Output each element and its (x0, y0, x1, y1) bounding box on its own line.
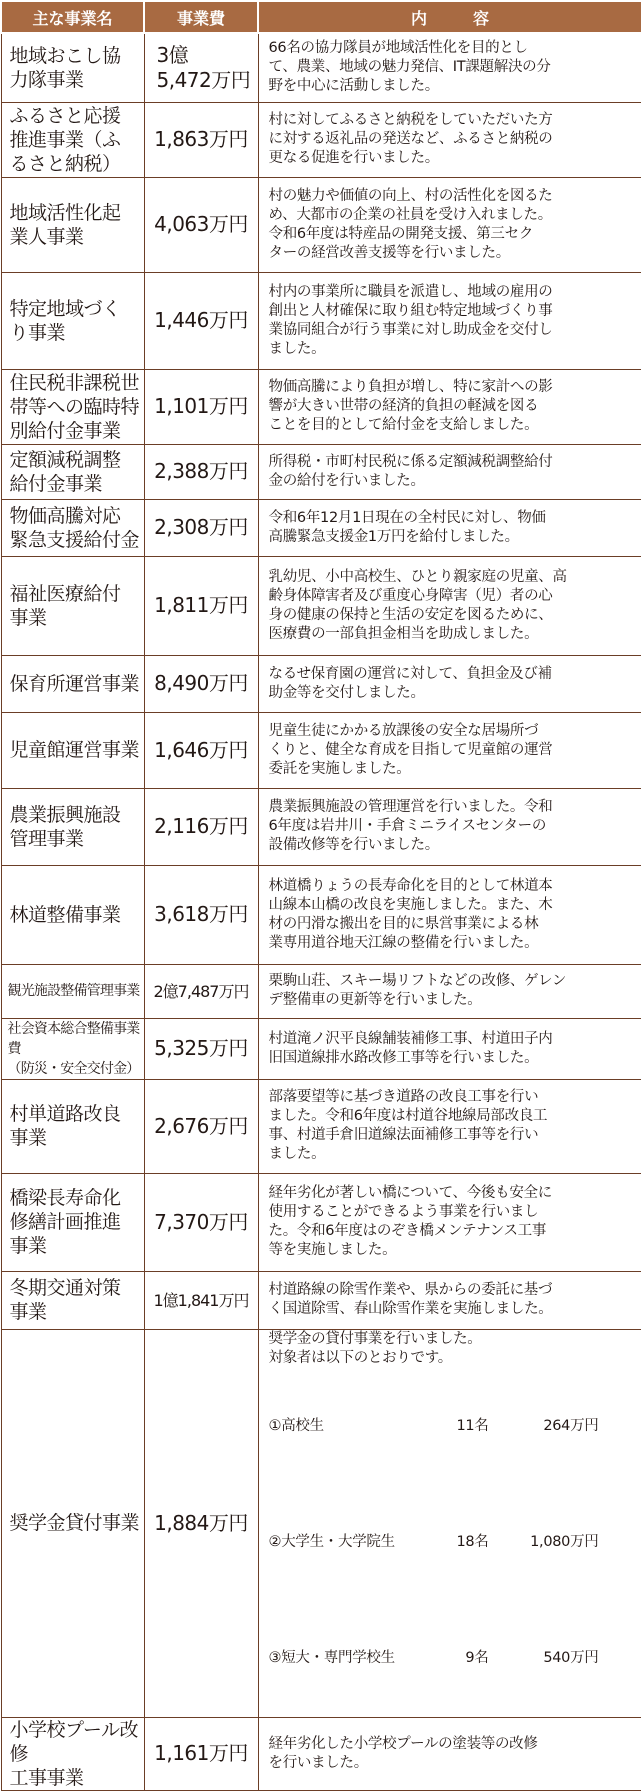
project-cost (144, 655, 258, 712)
header-content-char2: 容 (473, 8, 490, 28)
header-row (1, 1, 641, 33)
table-row (1, 1717, 641, 1790)
project-description (258, 865, 641, 964)
text-line: 1億1,841万円 (153, 1290, 249, 1310)
text-line: ターの経営改善支援等を行いました。 (268, 244, 510, 261)
scholarship-breakdown (269, 1369, 599, 1717)
scholarship-amount: 264万円 (543, 1418, 599, 1434)
text-line: 野を中心に活動しました。 (268, 78, 439, 95)
text-line: 業専用道谷地天江線の整備を行いました。 (268, 934, 539, 951)
text-line: 冬期交通対策 (9, 1277, 121, 1299)
text-line: デ整備車の更新等を行いました。 (268, 992, 482, 1008)
project-description (258, 102, 641, 177)
text-line: 力隊事業 (9, 68, 84, 91)
text-line: 1,101万円 (154, 394, 248, 418)
text-line: 事、村道手倉旧道線法面補修工事等を行い (268, 1127, 539, 1143)
project-cost (144, 369, 258, 444)
text-line: 林道整備事業 (9, 903, 121, 926)
text-line: 村道路線の除雪作業や、県からの委託に基づ (268, 1282, 553, 1298)
project-name (1, 788, 144, 865)
text-line: 金の給付を行いました。 (268, 472, 425, 489)
text-line: 令和6年12月1日現在の全村民に対し、物価 (268, 509, 546, 526)
project-cost (144, 712, 258, 788)
text-line: 創出と人材確保に取り組む特定地域づくり事 (268, 302, 553, 319)
text-line: 社会資本総合整備事業費 (7, 1020, 140, 1057)
scholarship-amount: 1,080万円 (530, 1534, 599, 1550)
text-line: 村に対してふるさと納税をしていただいた方 (268, 112, 553, 128)
scholarship-count: 11名 (456, 1418, 489, 1434)
table-row (1, 33, 641, 102)
text-line: ことを目的として給付金を支給しました。 (268, 417, 539, 433)
text-line: 村単道路改良 (9, 1103, 121, 1125)
table-row (1, 712, 641, 788)
text-line: 等を実施しました。 (268, 1242, 397, 1258)
text-line: 経年劣化した小学校プールの塗装等の改修 (268, 1735, 538, 1752)
text-line: ました。 (268, 340, 326, 357)
text-line: 1,646万円 (154, 737, 248, 762)
text-line: 8,490万円 (154, 671, 248, 695)
table-row (1, 369, 641, 444)
text-line: 福祉医療給付 (9, 582, 121, 605)
text-line: 響が大きい世帯の経済的負担の軽減を図る (268, 398, 539, 414)
text-line: 業人事業 (9, 225, 84, 248)
text-line: 給付金事業 (9, 472, 103, 495)
project-cost (144, 1018, 258, 1079)
text-line: 特定地域づく (9, 297, 121, 320)
project-name (1, 1173, 144, 1271)
scholarship-category: ③短大・専門学校生 (268, 1650, 395, 1666)
header-content-char1: 内 (410, 8, 427, 28)
project-cost (144, 556, 258, 655)
text-line: 奨学金貸付事業 (9, 1512, 140, 1534)
text-line: 部落要望等に基づき道路の改良工事を行い (268, 1089, 539, 1105)
project-description (258, 712, 641, 788)
text-line: 緊急支援給付金 (9, 528, 140, 551)
project-description (258, 1271, 641, 1329)
text-line: 66名の協力隊員が地域活性化を目的とし (268, 40, 528, 57)
text-line: 物価高騰対応 (9, 504, 121, 527)
text-line: り事業 (9, 321, 66, 344)
project-cost (144, 272, 258, 369)
text-line: 委託を実施しました。 (268, 760, 411, 777)
table-row (1, 788, 641, 865)
text-line: ました。 (268, 1146, 326, 1162)
header-cost: 事業費 (144, 1, 258, 33)
project-description (258, 1079, 641, 1173)
project-description (258, 1717, 641, 1790)
text-line: 事業 (9, 1127, 47, 1149)
scholarship-count: 9名 (465, 1650, 489, 1666)
text-line: 2,676万円 (154, 1113, 248, 1138)
text-line: 地域活性化起 (9, 201, 121, 224)
text-line: 奨学金の貸付事業を行いました。 (268, 1330, 482, 1347)
project-cost (144, 1717, 258, 1790)
project-cost (144, 499, 258, 556)
text-line: 村内の事業所に職員を派遣し、地域の雇用の (268, 283, 553, 300)
text-line: 工事事業 (9, 1766, 84, 1789)
text-line: 事業 (9, 1235, 47, 1257)
table-row (1, 556, 641, 655)
scholarship-count: 18名 (456, 1534, 489, 1550)
project-cost (144, 102, 258, 177)
text-line: 3,618万円 (154, 902, 248, 926)
project-cost (144, 177, 258, 272)
text-line: 助金等を交付しました。 (268, 684, 425, 701)
text-line: 対象者は以下のとおりです。 (268, 1349, 452, 1366)
text-line: め、大都市の企業の社員を受け入れました。 (268, 206, 552, 223)
text-line: 村の魅力や価値の向上、村の活性化を図るた (268, 187, 553, 204)
table-row (1, 272, 641, 369)
text-line: 1,884万円 (154, 1510, 248, 1535)
text-line: 齢身体障害者及び重度心身障害（児）者の心 (268, 587, 553, 604)
text-line: 定額減税調整 (9, 448, 121, 471)
project-cost (144, 865, 258, 964)
text-line: 橋梁長寿命化 (9, 1187, 121, 1209)
text-line: 村道滝ノ沢平良線舗装補修工事、村道田子内 (268, 1030, 553, 1047)
project-name (1, 712, 144, 788)
text-line: ました。令和6年度は村道谷地線局部改良工 (268, 1108, 548, 1124)
text-line: 観光施設整備管理事業 (7, 983, 140, 999)
table-row (1, 964, 641, 1018)
table-row (1, 102, 641, 177)
project-description (258, 1018, 641, 1079)
text-line: 物価高騰により負担が増し、特に家計への影 (268, 379, 553, 395)
text-line: 修繕計画推進 (9, 1211, 121, 1233)
text-line: た。令和6年度はのぞき橋メンテナンス工事 (268, 1223, 547, 1239)
project-name (1, 177, 144, 272)
table-row (1, 1329, 641, 1717)
text-line: 乳幼児、小中高校生、ひとり親家庭の児童、高 (268, 568, 567, 585)
table-row (1, 1018, 641, 1079)
text-line: く国道除雪、春山除雪作業を実施しました。 (268, 1301, 553, 1317)
header-name: 主な事業名 (1, 1, 144, 33)
text-line: 帯等への臨時特 (9, 395, 140, 418)
text-line: 1,811万円 (154, 593, 248, 617)
text-line: 山線本山橋の改良を実施しました。また、木 (268, 896, 553, 913)
project-name (1, 1329, 144, 1717)
text-line: 事業 (9, 1301, 47, 1323)
text-line: 更なる促進を行いました。 (268, 150, 439, 166)
text-line: 医療費の一部負担金相当を助成しました。 (268, 625, 539, 642)
text-line: 5,325万円 (154, 1036, 248, 1060)
text-line: 管理事業 (9, 827, 84, 850)
scholarship-category: ②大学生・大学院生 (268, 1534, 395, 1550)
text-line: 住民税非課税世 (9, 371, 140, 394)
project-description (258, 444, 641, 499)
text-line: 2億7,487万円 (153, 981, 249, 1001)
text-line: 1,446万円 (154, 308, 248, 332)
project-description (258, 964, 641, 1018)
project-description (258, 1173, 641, 1271)
text-line: 設備改修等を行いました。 (268, 837, 439, 853)
text-line: 保育所運営事業 (9, 672, 140, 695)
text-line: を行いました。 (268, 1754, 368, 1771)
text-line: て、農業、地域の魅力発信、IT課題解決の分 (268, 59, 551, 76)
project-description (258, 33, 641, 102)
project-description (258, 655, 641, 712)
text-line: 栗駒山荘、スキー場リフトなどの改修、ゲレン (268, 973, 567, 989)
project-name (1, 655, 144, 712)
text-line: 児童生徒にかかる放課後の安全な居場所づ (268, 722, 539, 739)
text-line: 小学校プール改修 (9, 1718, 139, 1765)
text-line: 2,308万円 (154, 515, 248, 539)
project-name (1, 499, 144, 556)
project-name (1, 444, 144, 499)
project-name (1, 865, 144, 964)
header-content (258, 1, 641, 33)
scholarship-row (269, 1601, 599, 1717)
text-line: （防災・安全交付金） (7, 1060, 140, 1077)
text-line: 7,370万円 (154, 1209, 248, 1234)
project-name (1, 1717, 144, 1790)
project-description (258, 272, 641, 369)
text-line: るさと納税） (9, 152, 121, 175)
project-name (1, 1018, 144, 1079)
scholarship-row (269, 1369, 599, 1485)
text-line: ふるさと応援 (9, 104, 121, 127)
table-row (1, 499, 641, 556)
project-cost (144, 1271, 258, 1329)
text-line: 使用することができるよう事業を行いまし (268, 1204, 539, 1220)
project-description (258, 177, 641, 272)
scholarship-row (269, 1485, 599, 1601)
text-line: 6年度は岩井川・手倉ミニライスセンターの (268, 818, 547, 834)
table-row (1, 1271, 641, 1329)
project-description (258, 788, 641, 865)
text-line: 業協同組合が行う事業に対し助成金を交付し (268, 321, 553, 338)
project-description (258, 556, 641, 655)
project-cost (144, 444, 258, 499)
text-line: 2,388万円 (154, 459, 248, 483)
text-line: 材の円滑な搬出を目的に県営事業による林 (268, 915, 539, 932)
text-line: 4,063万円 (154, 212, 248, 236)
project-cost (144, 1173, 258, 1271)
project-name (1, 556, 144, 655)
text-line: に対する返礼品の発送など、ふるさと納税の (268, 131, 553, 147)
text-line: 高騰緊急支援金1万円を給付しました。 (268, 528, 519, 545)
text-line: 林道橋りょうの長寿命化を目的として林道本 (268, 877, 553, 894)
text-line: 2,116万円 (154, 814, 248, 838)
text-line: くりと、健全な育成を目指して児童館の運営 (268, 741, 553, 758)
project-name (1, 964, 144, 1018)
table-row (1, 444, 641, 499)
project-name (1, 33, 144, 102)
text-line: 別給付金事業 (9, 419, 121, 442)
project-name (1, 272, 144, 369)
text-line: 地域おこし協 (9, 44, 121, 67)
text-line: 令和6年度は特産品の開発支援、第三セク (268, 225, 534, 242)
project-cost (144, 33, 258, 102)
text-line: 農業振興施設 (9, 803, 121, 826)
project-cost (144, 1329, 258, 1717)
table-row (1, 1079, 641, 1173)
project-cost (144, 1079, 258, 1173)
text-line: 農業振興施設の管理運営を行いました。令和 (268, 799, 553, 815)
text-line: 児童館運営事業 (9, 739, 140, 761)
project-cost (144, 788, 258, 865)
text-line: 1,161万円 (154, 1741, 248, 1765)
text-line: 経年劣化が著しい橋について、今後も安全に (268, 1185, 552, 1201)
text-line: 推進事業（ふ (9, 128, 121, 151)
text-line: 旧国道線排水路改修工事等を行いました。 (268, 1049, 539, 1066)
table-row (1, 177, 641, 272)
project-name (1, 102, 144, 177)
scholarship-amount: 540万円 (543, 1650, 599, 1666)
project-description (258, 499, 641, 556)
project-name (1, 369, 144, 444)
text-line: 5,472万円 (156, 67, 251, 92)
table-row (1, 1173, 641, 1271)
project-name (1, 1079, 144, 1173)
text-line: 身の健康の保持と生活の安定を図るために、 (268, 606, 553, 623)
project-name (1, 1271, 144, 1329)
project-cost (144, 964, 258, 1018)
scholarship-category: ①高校生 (268, 1418, 324, 1434)
project-description (258, 1329, 641, 1717)
text-line: 事業 (9, 606, 47, 629)
project-description (258, 369, 641, 444)
text-line: なるせ保育園の運営に対して、負担金及び補 (268, 665, 552, 682)
table-row (1, 655, 641, 712)
text-line: 1,863万円 (154, 127, 248, 151)
text-line: 所得税・市町村民税に係る定額減税調整給付 (268, 453, 553, 470)
text-line: 3億 (156, 42, 189, 67)
table-row (1, 865, 641, 964)
